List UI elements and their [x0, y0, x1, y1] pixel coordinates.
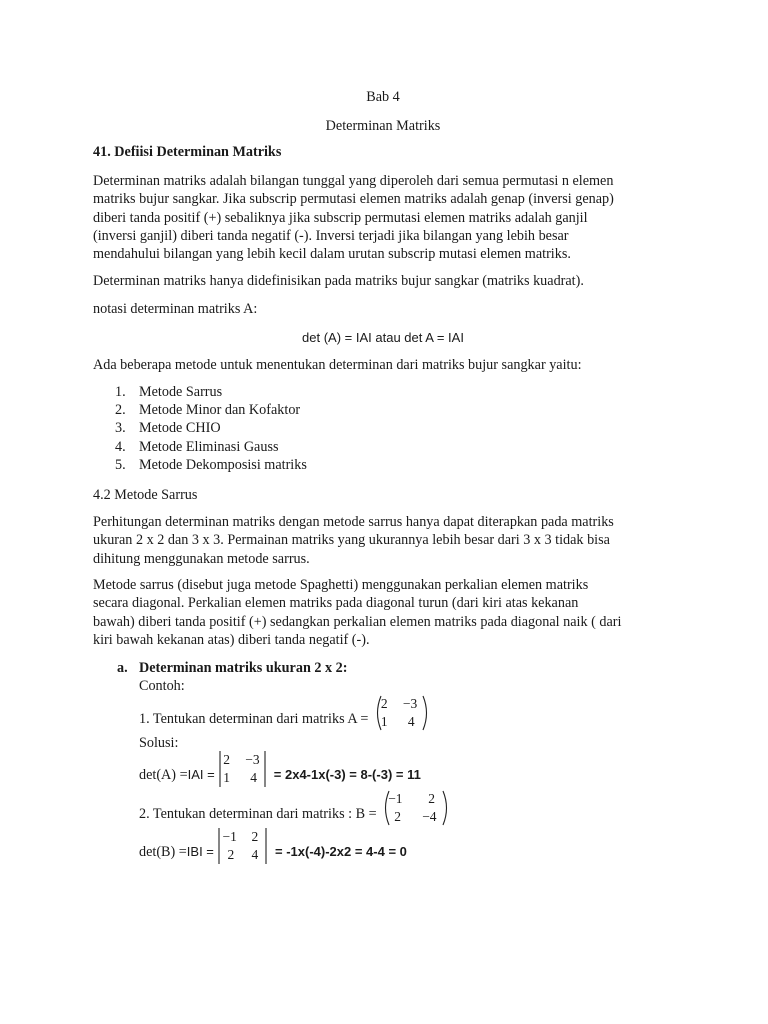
determinant-b	[217, 827, 271, 865]
subsection-marker: a.	[117, 660, 128, 676]
example-label: Contoh:	[139, 678, 185, 694]
list-item: 5. Metode Dekomposisi matriks	[115, 456, 307, 473]
determinant-a	[218, 750, 270, 788]
paragraph-line: kiri bawah kekanan atas) diberi tanda negatif (-).	[93, 631, 370, 648]
solution-2-left: det(B) =	[139, 843, 187, 860]
matrix-cell: 2	[227, 847, 235, 862]
example-1	[139, 694, 430, 734]
paragraph-line: ukuran 2 x 2 dan 3 x 3. Permainan matriks yang ukurannya lebih besar dari 3 x 3 tidak bisa	[93, 532, 610, 549]
solution-1	[139, 750, 421, 790]
chapter-label: Bab 4	[366, 89, 400, 105]
paragraph-line: Determinan matriks adalah bilangan tunggal yang diperoleh dari semua permutasi n elemen	[93, 173, 614, 189]
matrix-b	[382, 789, 450, 827]
paragraph-line: dihitung menggunakan metode sarrus.	[93, 550, 310, 567]
solution-2-result: = -1x(-4)-2x2 = 4-4 = 0	[275, 843, 407, 859]
list-item: 3. Metode CHIO	[115, 420, 221, 437]
matrix-cell: 2	[251, 829, 259, 844]
matrix-cell: 1	[223, 770, 230, 785]
square-matrix-paragraph: Determinan matriks hanya didefinisikan pada matriks bujur sangkar (matriks kuadrat).	[93, 273, 584, 289]
paragraph-line: Perhitungan determinan matriks dengan metode sarrus hanya dapat diterapkan pada matriks	[93, 514, 614, 530]
matrix-cell: 2	[380, 696, 388, 711]
matrix-cell: −1	[388, 791, 403, 806]
notation-label: notasi determinan matriks A:	[93, 301, 258, 317]
notation-formula: det (A) = IAI atau det A = IAI	[302, 330, 464, 345]
methods-list	[93, 383, 493, 474]
paragraph-line: bawah) diberi tanda positif (+) sedangkan perkalian elemen matriks pada diagonal naik ( dari	[93, 613, 622, 630]
solution-1-left: det(A) =	[139, 767, 188, 784]
example-1-text: 1. Tentukan determinan dari matriks A =	[139, 710, 369, 727]
paragraph-line: diberi tanda positif (+) sebaliknya jika subscrip permutasi elemen matriks adalah ganjil	[93, 209, 588, 226]
example-2-text: 2. Tentukan determinan dari matriks : B =	[139, 805, 377, 822]
list-item: 2. Metode Minor dan Kofaktor	[115, 402, 301, 419]
paragraph-line: mendahului bilangan yang lebih kecil dalam urutan subscrip mutasi elemen matriks.	[93, 246, 571, 263]
matrix-cell: −4	[422, 809, 437, 824]
matrix-a	[374, 694, 430, 732]
matrix-cell: 4	[250, 770, 257, 785]
paragraph-line: (inversi ganjil) diberi tanda negatif (-). Inversi terjadi jika bilangan yang lebih besar	[93, 227, 569, 244]
matrix-cell: 4	[251, 847, 259, 862]
solution-1-result: = 2x4-1x(-3) = 8-(-3) = 11	[273, 767, 421, 783]
paragraph-line: Metode sarrus (disebut juga metode Spaghetti) menggunakan perkalian elemen matriks	[93, 577, 589, 593]
example-2	[139, 789, 450, 829]
matrix-cell: 2	[223, 752, 230, 767]
paragraph-line: matriks bujur sangkar. Jika subscrip permutasi elemen matriks adalah genap (inversi genap)	[93, 191, 614, 208]
solution-2-ibi: IBI =	[186, 843, 214, 859]
matrix-cell: 4	[407, 714, 415, 729]
matrix-cell: 2	[428, 791, 435, 806]
matrix-cell: 1	[380, 714, 388, 729]
definition-paragraph	[93, 172, 693, 263]
solution-2	[139, 827, 407, 867]
matrix-cell: −1	[222, 829, 237, 844]
solution-1-iai: IAI =	[187, 767, 215, 783]
list-item: 4. Metode Eliminasi Gauss	[115, 438, 279, 455]
matrix-cell: 2	[394, 809, 401, 824]
matrix-cell: −3	[245, 752, 260, 767]
sarrus-paragraph-1	[93, 513, 693, 568]
chapter-title: Determinan Matriks	[325, 118, 441, 134]
sarrus-paragraph-2	[93, 576, 693, 649]
list-item: 1. Metode Sarrus	[115, 384, 223, 400]
section-heading-42: 4.2 Metode Sarrus	[93, 487, 198, 503]
methods-intro: Ada beberapa metode untuk menentukan determinan dari matriks bujur sangkar yaitu:	[93, 357, 582, 373]
matrix-cell: −3	[402, 696, 418, 711]
subsection-heading: Determinan matriks ukuran 2 x 2:	[139, 660, 348, 676]
paragraph-line: secara diagonal. Perkalian elemen matriks pada diagonal turun (dari kiri atas kekanan	[93, 595, 579, 612]
section-heading-41: 41. Defiisi Determinan Matriks	[93, 144, 282, 160]
solution-label: Solusi:	[139, 735, 179, 751]
